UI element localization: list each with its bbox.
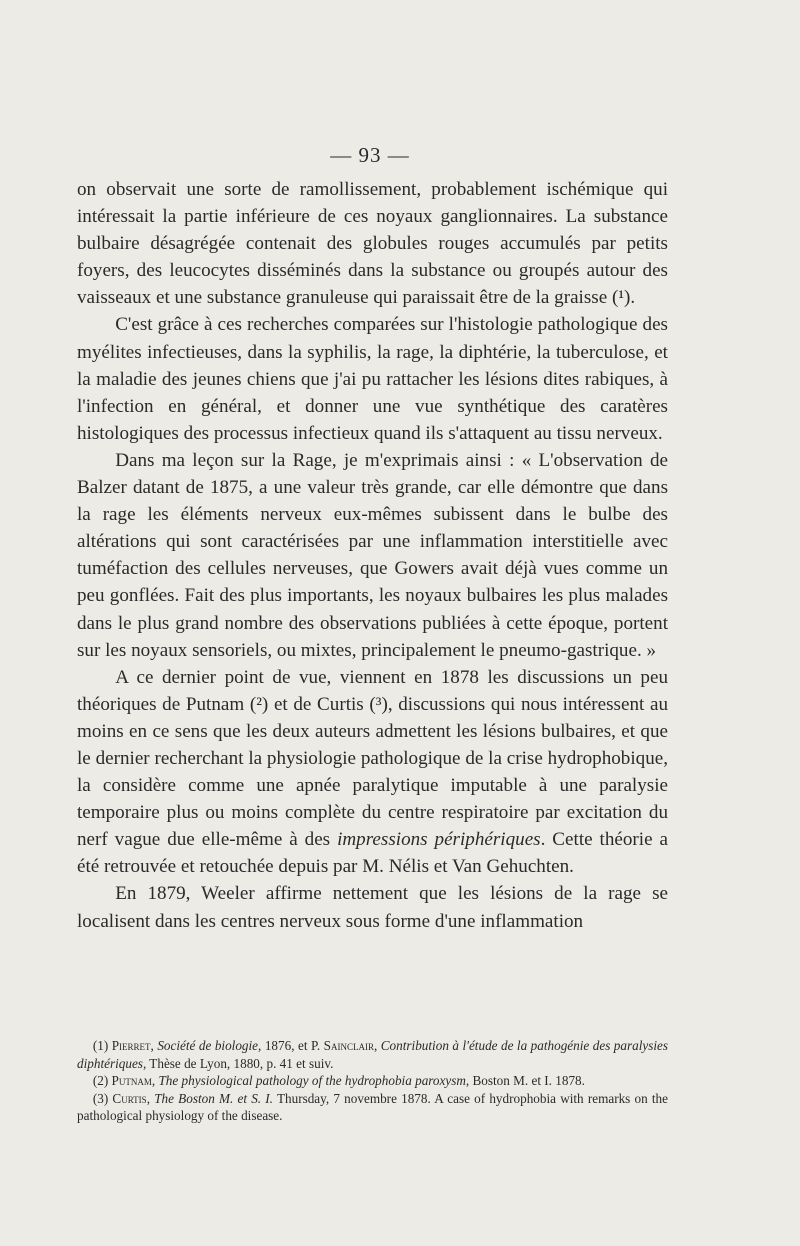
footnote-1-mark: (1) (92, 1038, 109, 1053)
footnote-3-mark: (3) (92, 1090, 109, 1106)
paragraph-3: Dans ma leçon sur la Rage, je m'exprimais ainsi : « L'observation de Balzer datant de 1875, a une valeur très grande, car elle démontre que dans la rage les éléments nerveux eux-mêmes subissent dans le bulbe des altérations qui sont caractérisées par une inflammation interstitielle avec tuméfaction des cellules nerveuses, que Gowers avait déjà vues comme un peu gonflées. Fait des plus importants, les noyaux bulbaires les plus malades dans le plus grand nombre des observations publiées à cette époque, portent sur les noyaux sensoriels, ou mixtes, principalement le pneumo-gastrique. » (77, 449, 668, 661)
footnote-1-author-1: Pierret (111, 1038, 151, 1053)
footnote-3 (77, 1090, 668, 1125)
footnote-1-sep-1: , (150, 1038, 158, 1053)
paragraph-2: C'est grâce à ces recherches comparées sur l'histologie pathologique des myélites infectieuses, dans la syphilis, la rage, la diphtérie, la tuberculose, et la maladie des jeunes chiens que j'ai pu rattacher les lésions dites rabiques, à l'infection en général, et donner une vue synthétique des caratères histologiques des processus infectieux quand ils s'attaquent au tissu nerveux. (77, 314, 668, 444)
footnote-1-title-1: Société de biologie (157, 1038, 259, 1053)
footnote-2-sep: , (151, 1073, 159, 1088)
paragraph-4 (77, 664, 668, 881)
body-text (77, 176, 668, 935)
footnote-1-author-2: Sainclair (323, 1038, 374, 1053)
footnote-2-title: The physiological pathology of the hydrophobia paroxysm (158, 1073, 466, 1088)
footnote-3-end: Thursday, 7 novembre 1878. A case of hydrophobia with remarks on the pathological physiology of the disease. (77, 1090, 669, 1123)
paragraph-4-italic: impressions périphériques (337, 829, 541, 851)
footnote-1-sep-2: , (373, 1038, 381, 1053)
footnotes (77, 1037, 668, 1125)
footnote-1 (77, 1037, 668, 1072)
paragraph-1: on observait une sorte de ramollissement, probablement ischémique qui intéressait la partie inférieure de ces noyaux ganglionnaires. La substance bulbaire désagrégée contenait des globules rouges accumulés par petits foyers, des leucocytes disséminés dans la substance ou groupés autour des vaisseaux et une substance granuleuse qui paraissait être de la graisse (¹). (77, 179, 668, 309)
footnote-2-end: , Boston M. et I. 1878. (465, 1073, 585, 1088)
footnote-3-title: The Boston M. et S. I. (154, 1090, 273, 1106)
paragraph-4-text-b: . Cette théorie a été retrouvée et retouchée depuis par M. Nélis et Van Gehuchten. (77, 829, 668, 878)
footnote-2-mark: (2) (92, 1073, 109, 1088)
footnote-2-author: Putnam (111, 1073, 152, 1088)
paragraph-4-text-a: A ce dernier point de vue, viennent en 1878 les discussions un peu théoriques de Putnam (²) et de Curtis (³), discussions qui nous intéressent au moins en ce sens que les deux auteurs admettent les lésions bulbaires, et que le dernier recherchant la physiologie pathologique de la crise hydrophobique, la considère comme une apnée paralytique imputable à une paralysie temporaire plus ou moins complète du centre respiratoire par excitation du nerf vague due elle-même à des (77, 666, 668, 851)
footnote-3-sep: , (146, 1090, 155, 1106)
paragraph-5: En 1879, Weeler affirme nettement que les lésions de la rage se localisent dans les centres nerveux sous forme d'une inflammation (77, 883, 668, 932)
footnote-1-mid: , 1876, et P. (258, 1038, 324, 1053)
footnote-1-end: , Thèse de Lyon, 1880, p. 41 et suiv. (142, 1055, 334, 1071)
footnote-2 (77, 1072, 668, 1090)
footnote-1-title-2: Contribution à l'étude de la pathogénie des paralysies diphtériques (77, 1038, 669, 1071)
page-number: — 93 — (330, 143, 410, 167)
footnote-3-author: Curtis (112, 1090, 147, 1106)
